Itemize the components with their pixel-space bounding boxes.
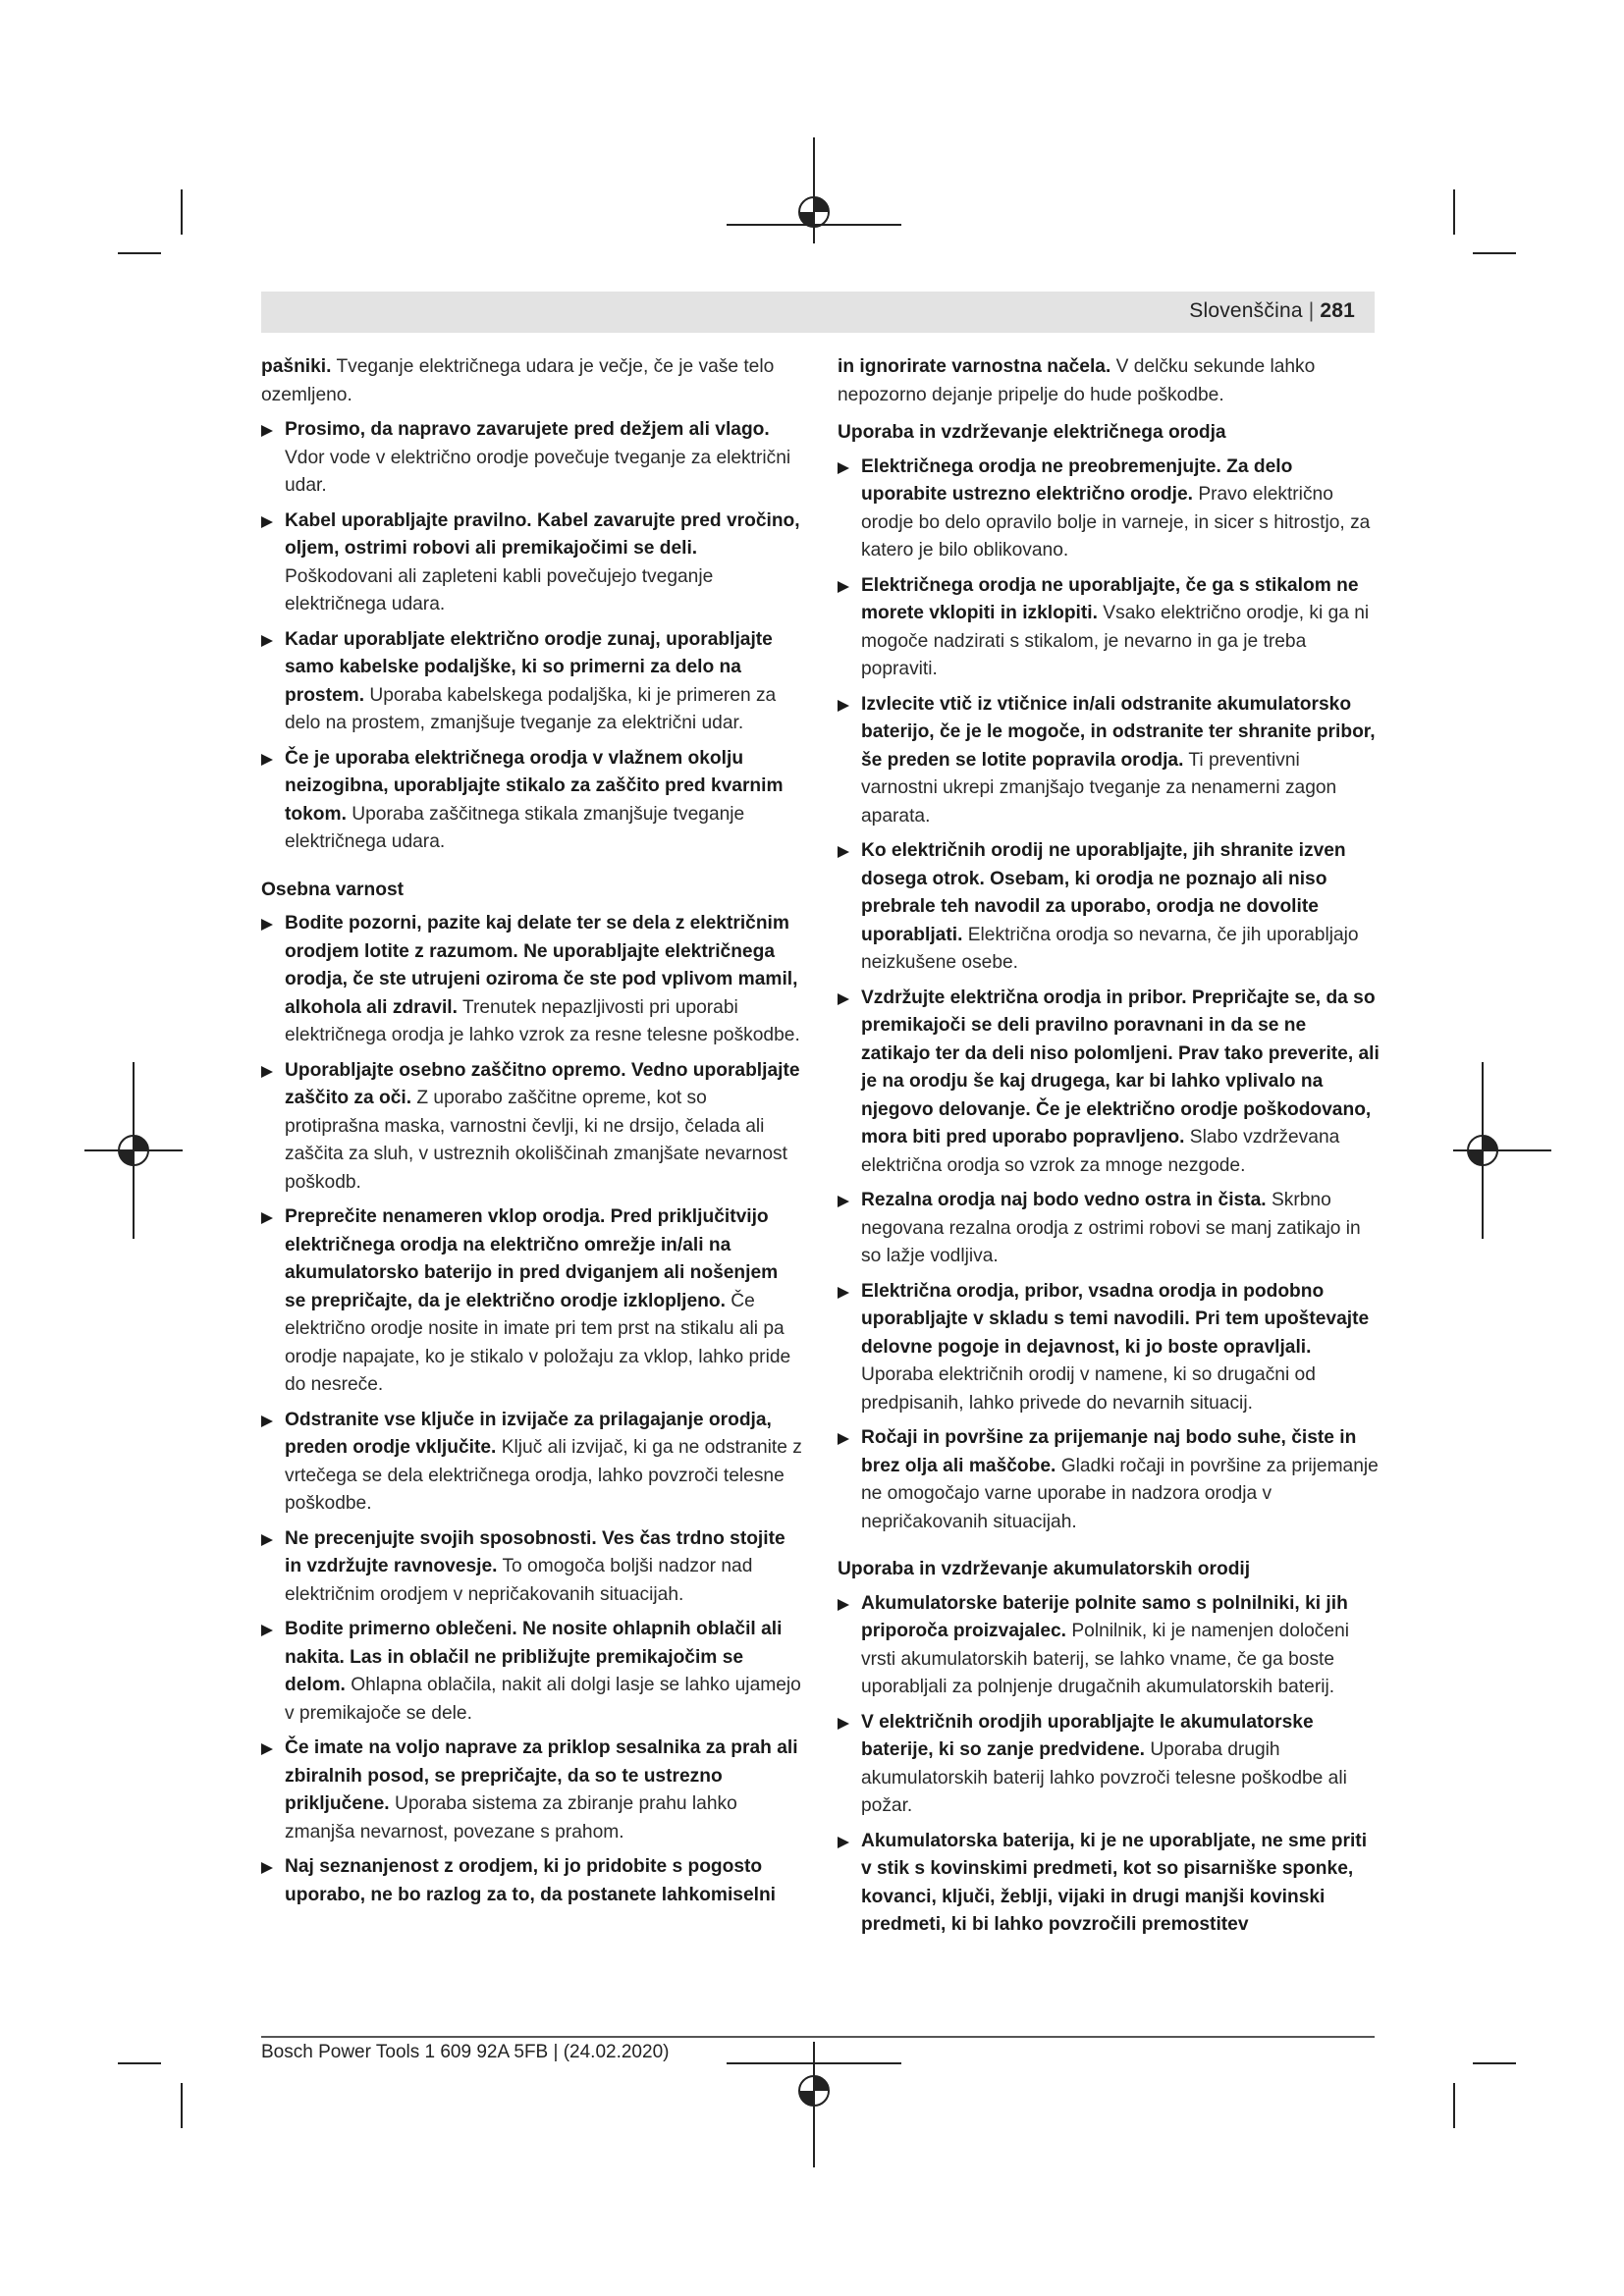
list-item: Akumulatorske baterije polnite samo s polnilniki, ki jih priporoča proizvajalec. Polnilnik, ki je namenjen določeni vrsti akumulatorskih baterij, se lahko vname, če ga boste uporabljali za polnjenje drugačnih akumulatorskih baterij. — [838, 1590, 1380, 1702]
crop-mark — [181, 2083, 183, 2128]
list-item: Akumulatorska baterija, ki je ne uporabljate, ne sme priti v stik s kovinskimi predmeti, kot so pisarniške sponke, kovanci, ključi, žeblji, vijaki in drugi manjši kovinski predmeti, ki bi lahko povzročili premostitev — [838, 1828, 1380, 1940]
registration-mark-icon — [84, 1062, 183, 1239]
crop-mark — [1453, 2083, 1455, 2128]
registration-mark-icon — [1453, 1062, 1551, 1239]
list-item: Električnega orodja ne preobremenjujte. Za delo uporabite ustrezno električno orodje. Pravo električno orodje bo delo opravilo bolje in varneje, in sicer s hitrostjo, za katero je bilo oblikovano. — [838, 454, 1380, 565]
section-heading: Uporaba in vzdrževanje električnega orodja — [838, 422, 1226, 443]
continued-paragraph: in ignorirate varnostna načela. V delčku sekunde lahko nepozorno dejanje pripelje do hude poškodbe. — [838, 356, 1316, 405]
bullet-arrow-icon — [261, 516, 273, 528]
bullet-arrow-icon — [838, 1433, 849, 1445]
bullet-arrow-icon — [261, 754, 273, 766]
list-item: Bodite primerno oblečeni. Ne nosite ohlapnih oblačil ali nakita. Las in oblačil ne približujte premikajočim se delom. Ohlapna oblačila, nakit ali dolgi lasje se lahko ujamejo v premikajoče se dele. — [261, 1616, 803, 1728]
section-heading: Osebna varnost — [261, 879, 405, 900]
list-item: Odstranite vse ključe in izvijače za prilagajanje orodja, preden orodje vključite. Ključ ali izvijač, ki ga ne odstranite z vrtečega se dela električnega orodja, lahko povzroči telesne poškodbe. — [261, 1407, 803, 1519]
list-item: Ko električnih orodij ne uporabljajte, jih shranite izven dosega otrok. Osebam, ki orodja ne poznajo ali niso prebrale teh navodil za uporabo, orodja ne dovolite uporabljati. Električna orodja so nevarna, če jih uporabljajo neizkušene osebe. — [838, 837, 1380, 978]
bullet-arrow-icon — [838, 462, 849, 474]
bullet-arrow-icon — [838, 1599, 849, 1611]
bullet-arrow-icon — [261, 635, 273, 647]
page-header — [261, 292, 1375, 333]
list-item: Naj seznanjenost z orodjem, ki jo pridobite s pogosto uporabo, ne bo razlog za to, da postanete lahkomiselni — [261, 1853, 803, 1909]
list-item: Če imate na voljo naprave za priklop sesalnika za prah ali zbiralnih posod, se prepričajte, da so te ustrezno priključene. Uporaba sistema za zbiranje prahu lahko zmanjša nevarnost, povezane s prahom. — [261, 1735, 803, 1846]
list-item: Električnega orodja ne uporabljajte, če ga s stikalom ne morete vklopiti in izklopiti. Vsako električno orodje, ki ga ni mogoče nadzirati s stikalom, je nevarno in ga je treba popraviti. — [838, 572, 1380, 684]
bullet-arrow-icon — [261, 1743, 273, 1755]
bullet-arrow-icon — [838, 993, 849, 1005]
list-item: Električna orodja, pribor, vsadna orodja in podobno uporabljajte v skladu s temi navodili. Pri tem upoštevajte delovne pogoje in dejavnost, ki jo boste opravljali. Uporaba električnih orodij v namene, ki so drugačni od predpisanih, lahko privede do nevarnih situacij. — [838, 1278, 1380, 1418]
list-item: Ne precenjujte svojih sposobnosti. Ves čas trdno stojite in vzdržujte ravnovesje. To omogoča boljši nadzor nad električnim orodjem v nepričakovanih situacijah. — [261, 1525, 803, 1610]
bullet-arrow-icon — [261, 425, 273, 437]
bullet-arrow-icon — [261, 1534, 273, 1546]
crop-mark — [1473, 252, 1516, 254]
list-item: Kadar uporabljate električno orodje zunaj, uporabljajte samo kabelske podaljške, ki so primerni za delo na prostem. Uporaba kabelskega podaljška, ki je primeren za delo na prostem, zmanjšuje tveganje za električni udar. — [261, 626, 803, 738]
list-item: Izvlecite vtič iz vtičnice in/ali odstranite akumulatorsko baterijo, če je le mogoče, in odstranite ter shranite pribor, še preden se lotite popravila orodja. Ti preventivni varnostni ukrepi zmanjšajo tveganje za nenamerni zagon aparata. — [838, 691, 1380, 831]
list-item: Ročaji in površine za prijemanje naj bodo suhe, čiste in brez olja ali maščobe. Gladki ročaji in površine za prijemanje ne omogočajo varne uporabe in nadzora orodja v nepričakovanih situacijah. — [838, 1424, 1380, 1536]
crop-mark — [118, 2062, 161, 2064]
right-column — [838, 353, 1380, 1947]
list-item: Prosimo, da napravo zavarujete pred dežjem ali vlago. Vdor vode v električno orodje povečuje tveganje za električni udar. — [261, 416, 803, 501]
left-column — [261, 353, 803, 1916]
bullet-arrow-icon — [261, 1415, 273, 1427]
bullet-arrow-icon — [261, 1066, 273, 1078]
bullet-arrow-icon — [261, 919, 273, 931]
bullet-arrow-icon — [838, 700, 849, 712]
bullet-arrow-icon — [261, 1212, 273, 1224]
bullet-arrow-icon — [838, 846, 849, 858]
bullet-arrow-icon — [838, 1718, 849, 1730]
bullet-arrow-icon — [261, 1862, 273, 1874]
list-item: Vzdržujte električna orodja in pribor. Prepričajte se, da so premikajoči se deli pravilno poravnani in da se ne zatikajo ter da deli niso polomljeni. Prav tako preverite, ali je na orodju še kaj drugega, kar bi lahko vplivalo na njegovo delovanje. Če je električno orodje poškodovano, mora biti pred uporabo popravljeno. Slabo vzdrževana električna orodja so vzrok za mnoge nezgode. — [838, 985, 1380, 1181]
crop-mark — [1453, 189, 1455, 235]
bullet-arrow-icon — [838, 1287, 849, 1299]
bullet-arrow-icon — [838, 1837, 849, 1848]
crop-mark — [118, 252, 161, 254]
list-item: Če je uporaba električnega orodja v vlažnem okolju neizogibna, uporabljajte stikalo za zaščito pred kvarnim tokom. Uporaba zaščitnega stikala zmanjšuje tveganje električnega udara. — [261, 745, 803, 857]
section-heading: Uporaba in vzdrževanje akumulatorskih orodij — [838, 1559, 1251, 1579]
bullet-arrow-icon — [838, 1196, 849, 1207]
list-item: Rezalna orodja naj bodo vedno ostra in čista. Skrbno negovana rezalna orodja z ostrimi robovi se manj zatikajo in so lažje vodljiva. — [838, 1187, 1380, 1271]
list-item: Bodite pozorni, pazite kaj delate ter se dela z električnim orodjem lotite z razumom. Ne uporabljajte električnega orodja, če ste utrujeni oziroma če ste pod vplivom mamil, alkohola ali zdravil. Trenutek nepazljivosti pri uporabi električnega orodja je lahko vzrok za resne telesne poškodbe. — [261, 910, 803, 1050]
continued-paragraph: pašniki. Tveganje električnega udara je večje, če je vaše telo ozemljeno. — [261, 356, 775, 405]
list-item: Kabel uporabljajte pravilno. Kabel zavarujte pred vročino, oljem, ostrimi robovi ali premikajočimi se deli. Poškodovani ali zapleteni kabli povečujejo tveganje električnega udara. — [261, 507, 803, 619]
bullet-arrow-icon — [838, 581, 849, 593]
page-number: 281 — [1320, 299, 1355, 322]
list-item: V električnih orodjih uporabljajte le akumulatorske baterije, ki so zanje predvidene. Uporaba drugih akumulatorskih baterij lahko povzroči telesne poškodbe ali požar. — [838, 1709, 1380, 1821]
language-label: Slovenščina — [1189, 299, 1303, 322]
crop-mark — [181, 189, 183, 235]
list-item: Uporabljajte osebno zaščitno opremo. Vedno uporabljajte zaščito za oči. Z uporabo zaščitne opreme, kot so protiprašna maska, varnostni čevlji, ki ne drsijo, čelada ali zaščita za sluh, v ustreznih okoliščinah zmanjšate nevarnost poškodb. — [261, 1057, 803, 1198]
crop-mark — [1473, 2062, 1516, 2064]
registration-mark-icon — [727, 137, 903, 255]
page-footer: Bosch Power Tools 1 609 92A 5FB | (24.02.2020) — [261, 2042, 670, 2062]
list-item: Preprečite nenameren vklop orodja. Pred priključitvijo električnega orodja na električno omrežje in/ali na akumulatorsko baterijo in pred dviganjem ali nošenjem se prepričajte, da je električno orodje izklopljeno. Če električno orodje nosite in imate pri tem prst na stikalu ali pa orodje napajate, ko je stikalo v položaju za vklop, lahko pride do nesreče. — [261, 1203, 803, 1400]
registration-mark-icon — [727, 2042, 903, 2169]
header-label: Slovenščina | 281 — [1189, 299, 1355, 322]
bullet-arrow-icon — [261, 1625, 273, 1636]
footer-divider — [261, 2036, 1375, 2038]
